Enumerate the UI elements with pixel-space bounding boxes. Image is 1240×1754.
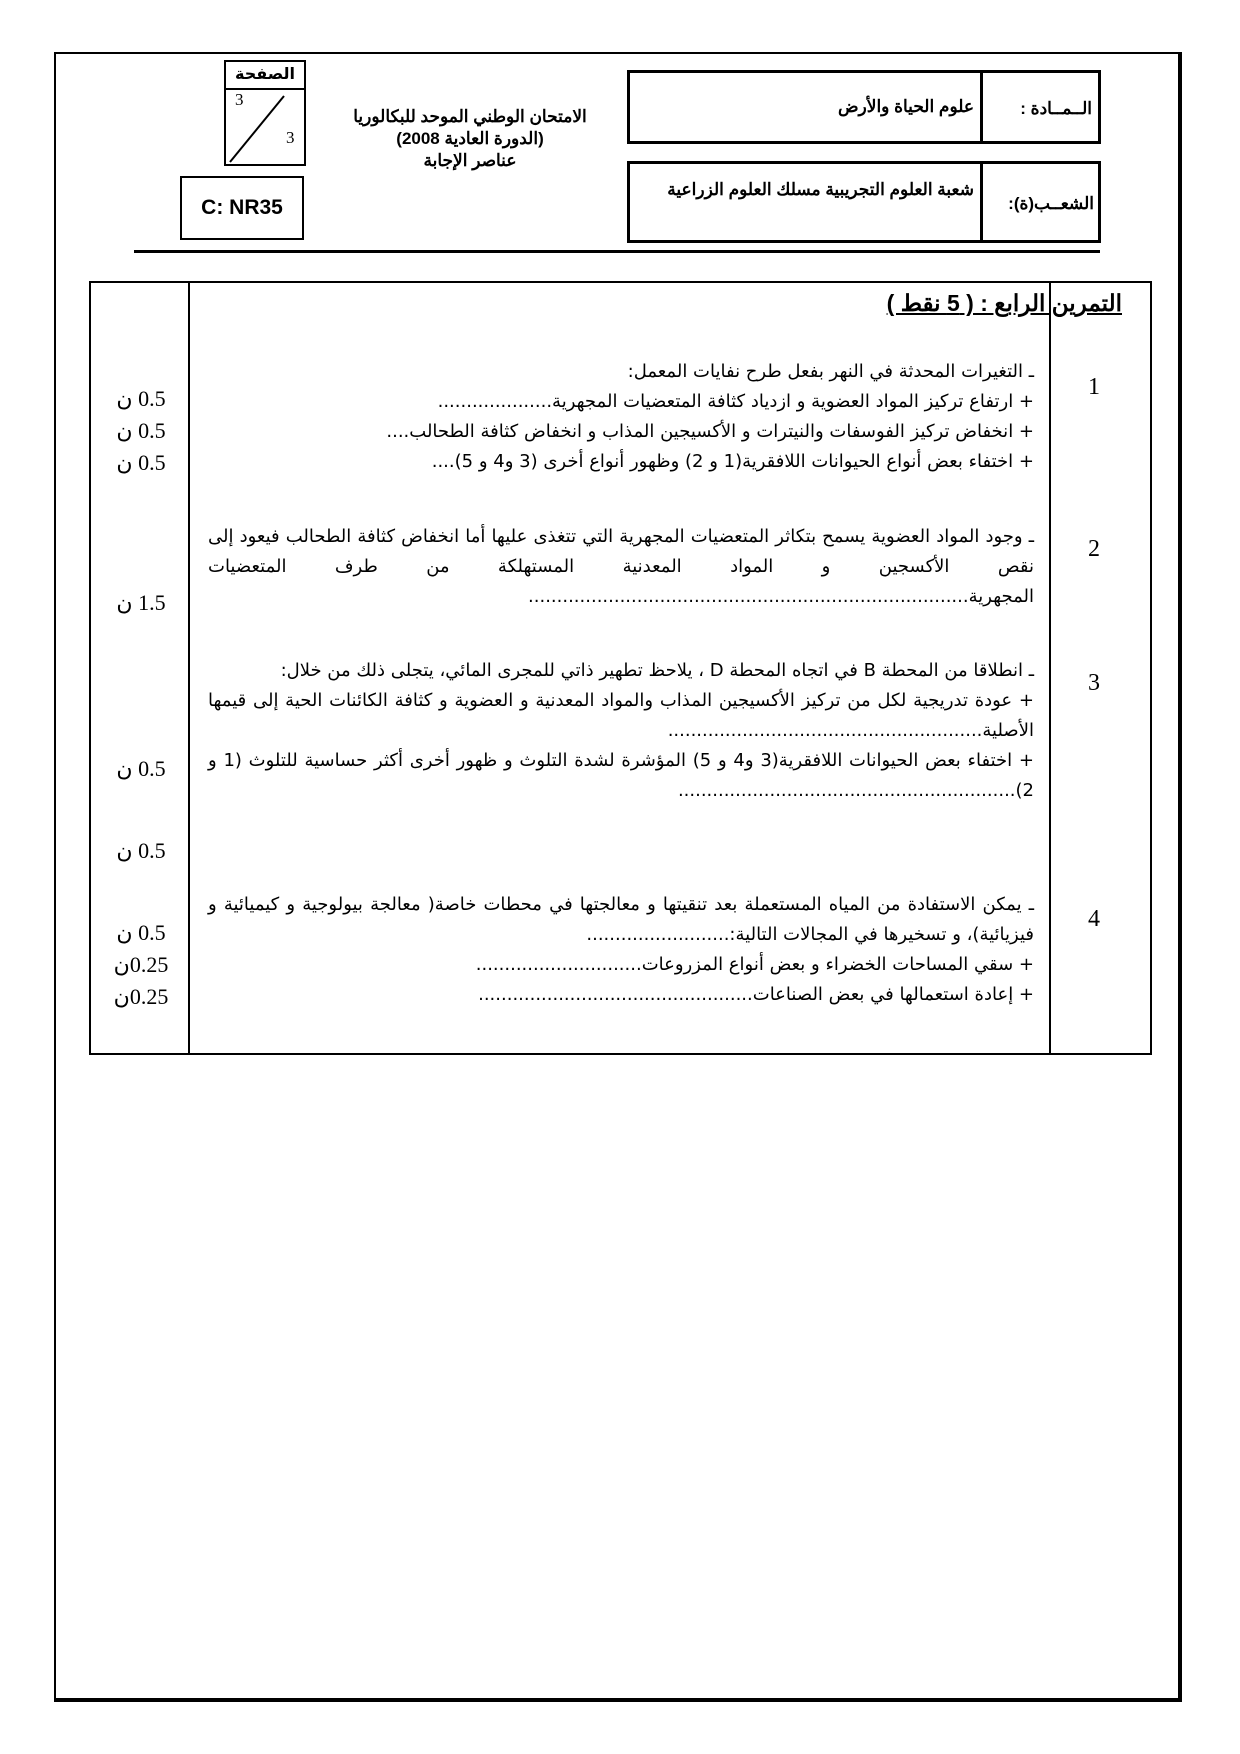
- answer-line: ـ وجود المواد العضوية يسمح بتكاثر المتعضيات المجهرية التي تتغذى عليها أما انخفاض كثافة الطحالب فيعود إلى نقص الأكسجين و المواد المعدنية المستهلكة من طرف المتعضيات المجهرية.............................................................................: [208, 526, 1034, 607]
- answer-line: ـ يمكن الاستفادة من المياه المستعملة بعد تنقيتها و معالجتها في محطات خاصة( معالجة بيولوجية و كيميائية و فيزيائية)، و تسخيرها في المجالات التالية:.........................: [208, 894, 1034, 945]
- exam-title-line1: الامتحان الوطني الموحد للبكالوريا: [353, 107, 587, 126]
- answer-key-label: عناصر الإجابة: [423, 151, 517, 170]
- score: 0.5 ن: [116, 756, 166, 781]
- answer-line: + إعادة استعمالها في بعض الصناعات................................................: [478, 984, 1034, 1005]
- question-1-answer: [208, 357, 1034, 477]
- field-box: [627, 161, 1101, 243]
- answer-line: ـ انطلاقا من المحطة B في اتجاه المحطة D ، يلاحظ تطهير ذاتي للمجرى المائي، يتجلى ذلك من خلال:: [280, 660, 1034, 681]
- subject-value: علوم الحياة والأرض: [837, 97, 974, 116]
- header-divider: [134, 250, 1100, 253]
- score: 0.25ن: [113, 984, 169, 1009]
- answer-line: + عودة تدريجية لكل من تركيز الأكسيجين المذاب والمواد المعدنية و العضوية و كثافة الكائنات الحية إلى قيمها الأصلية.......................................................: [208, 690, 1034, 741]
- answer-line: ـ التغيرات المحدثة في النهر بفعل طرح نفايات المعمل:: [627, 361, 1034, 382]
- question-3-answer: [208, 656, 1034, 806]
- score: 0.5 ن: [116, 386, 166, 411]
- score: 0.25ن: [113, 952, 169, 977]
- score: 0.5 ن: [116, 838, 166, 863]
- question-4-answer: [208, 890, 1034, 1010]
- field-label: الشعــب(ة):: [1008, 194, 1094, 213]
- question-2-answer: [208, 522, 1034, 612]
- page-label: الصفحة: [226, 62, 304, 90]
- exam-session: (الدورة العادية 2008): [396, 129, 544, 148]
- page-number-box: [224, 60, 306, 166]
- answer-line: + ارتفاع تركيز المواد العضوية و ازدياد كثافة المتعضيات المجهرية....................: [437, 391, 1034, 412]
- subject-label: الــمــادة :: [1020, 99, 1092, 118]
- exam-code: C: NR35: [180, 176, 304, 240]
- score: 0.5 ن: [116, 450, 166, 475]
- answer-line: + اختفاء بعض الحيوانات اللافقرية(3 و4 و 5) المؤشرة لشدة التلوث و ظهور أخرى أكثر حساسية للتلوث (1 و 2)...........................................................: [208, 750, 1034, 801]
- subject-box: [627, 70, 1101, 144]
- score: 0.5 ن: [116, 418, 166, 443]
- question-number: 1: [1088, 374, 1100, 400]
- answer-line: + انخفاض تركيز الفوسفات والنيترات و الأكسيجين المذاب و انخفاض كثافة الطحالب....: [386, 421, 1034, 442]
- exam-title: [320, 106, 620, 172]
- answer-line: + اختفاء بعض أنواع الحيوانات اللافقرية(1 و 2) وظهور أنواع أخرى (3 و4 و 5)....: [431, 451, 1034, 472]
- page-current: 3: [235, 90, 244, 109]
- answer-line: + سقي المساحات الخضراء و بعض أنواع المزروعات.............................: [475, 954, 1034, 975]
- score: 0.5 ن: [116, 920, 166, 945]
- page-total: 3: [286, 128, 295, 147]
- question-number: 4: [1088, 906, 1100, 932]
- question-number: 2: [1088, 536, 1100, 562]
- exercise-title: التمرين الرابع : ( 5 نقط ): [886, 290, 1122, 316]
- score: 1.5 ن: [116, 590, 166, 615]
- question-number: 3: [1088, 670, 1100, 696]
- field-value: شعبة العلوم التجريبية مسلك العلوم الزراعية: [667, 180, 974, 199]
